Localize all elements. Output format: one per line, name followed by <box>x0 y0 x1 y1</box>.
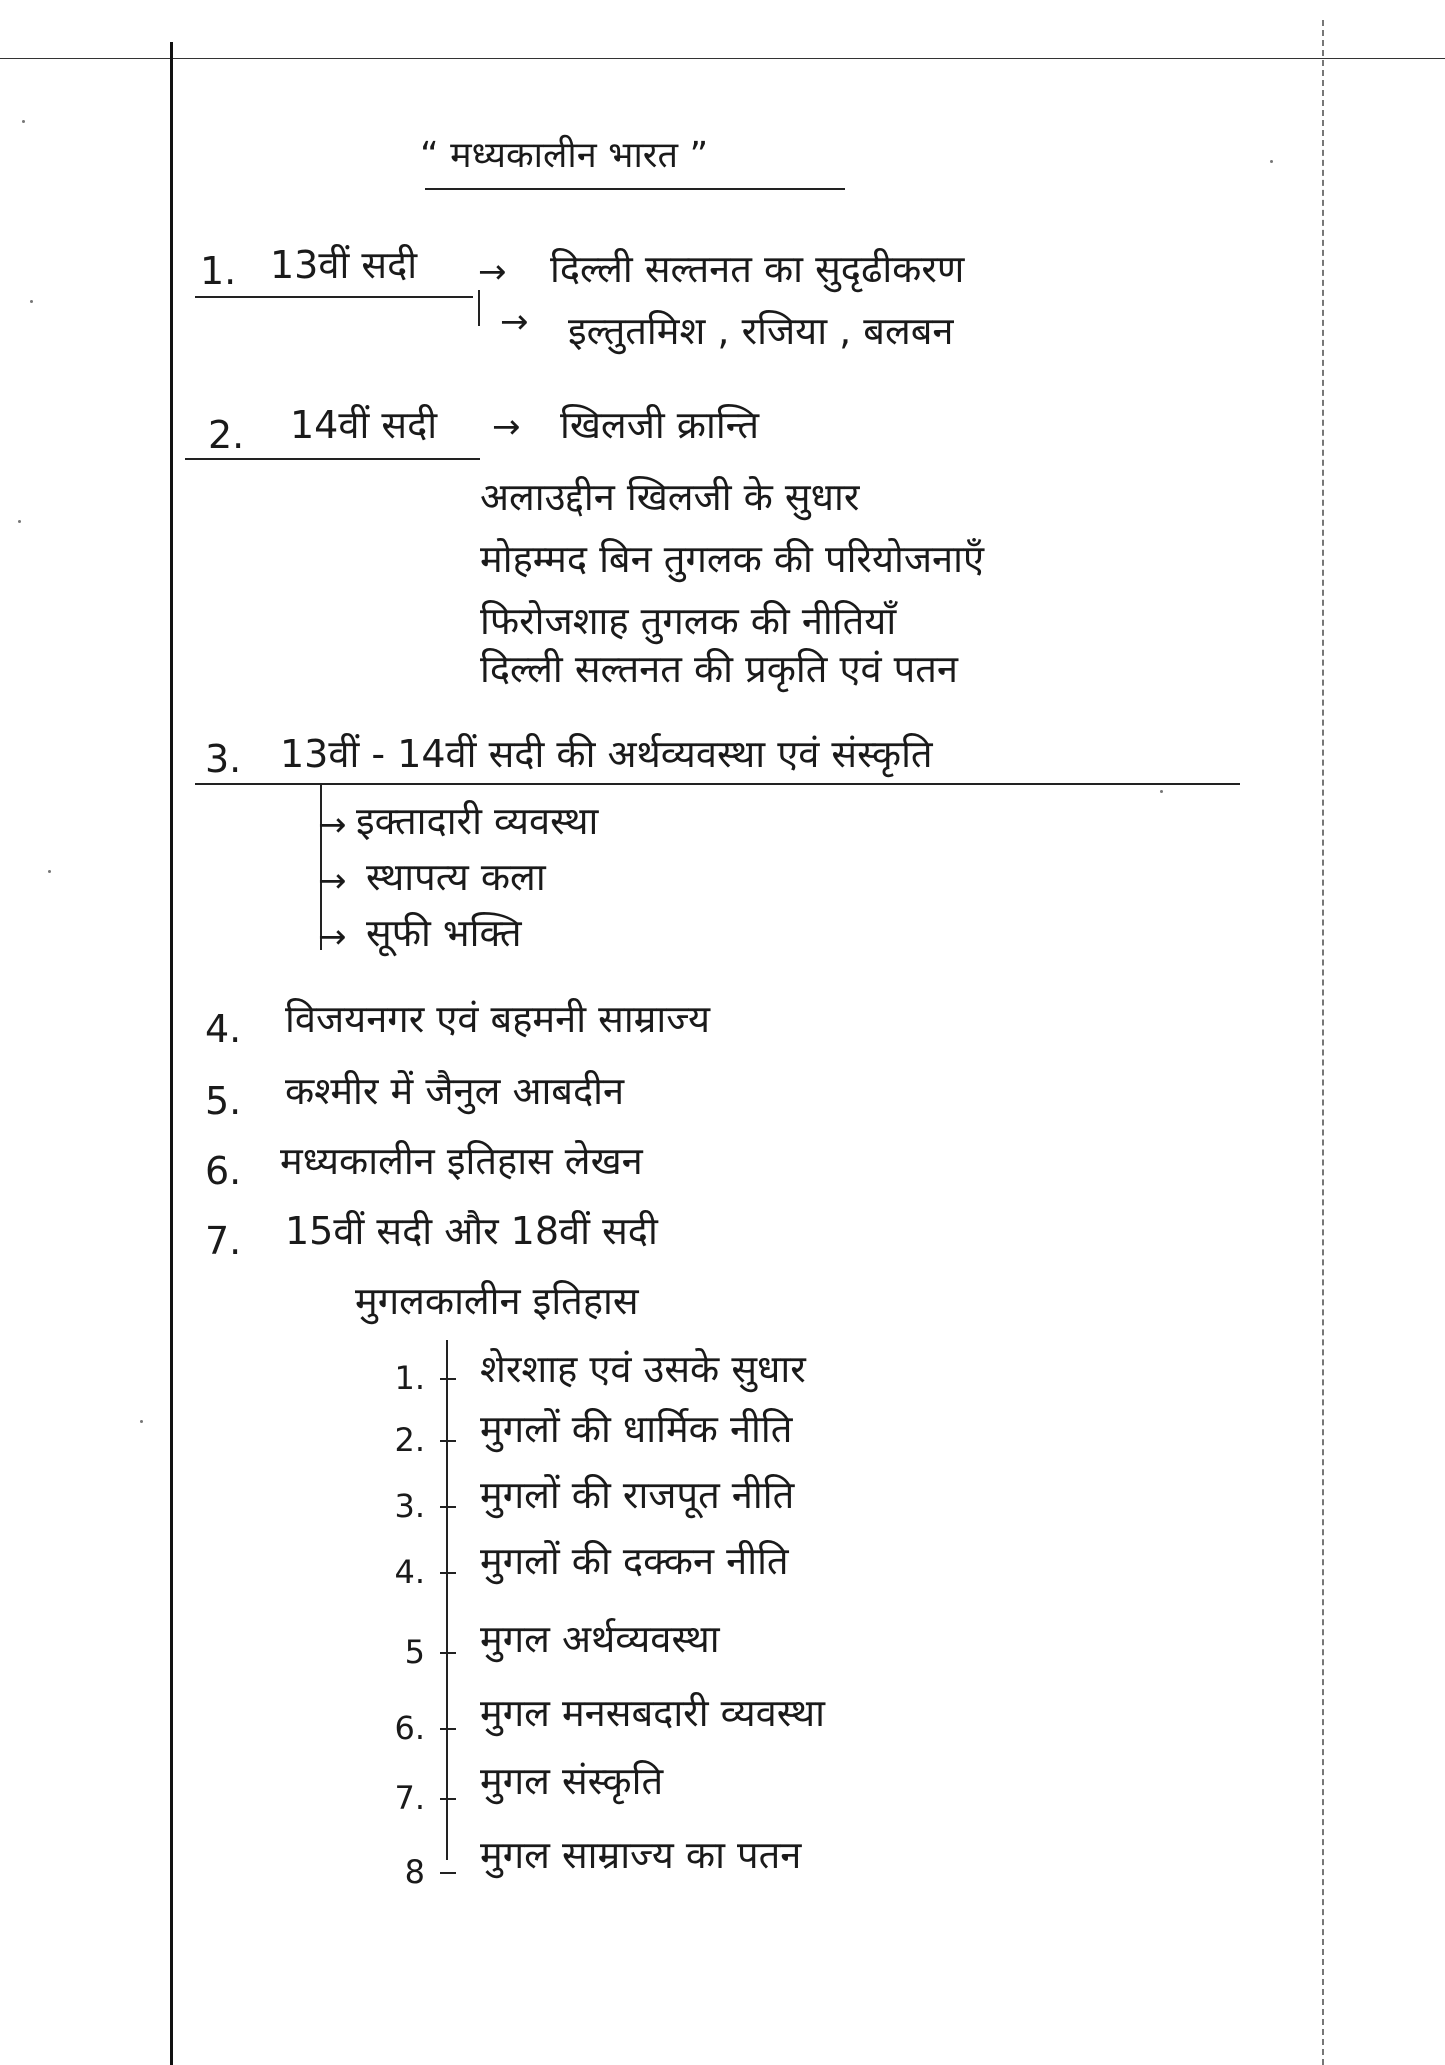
section-2-item: फिरोजशाह तुगलक की नीतियाँ <box>480 599 897 643</box>
section-3-arrow-item: सूफी भक्ति <box>366 911 522 955</box>
scan-speck <box>30 300 33 303</box>
list-number: 7. <box>394 1779 425 1817</box>
section-2-underline <box>185 458 480 460</box>
mughal-list-item: मुगल साम्राज्य का पतन <box>480 1833 802 1877</box>
mughal-list-item: मुगल संस्कृति <box>480 1759 664 1803</box>
branch-connector <box>478 290 480 326</box>
section-6-number: 6. <box>205 1149 242 1193</box>
section-7-number: 7. <box>205 1219 242 1263</box>
scan-speck <box>1270 160 1273 163</box>
list-number: 4. <box>394 1553 425 1591</box>
section-7-subheading: मुगलकालीन इतिहास <box>355 1279 639 1323</box>
section-2-item: अलाउद्दीन खिलजी के सुधार <box>480 475 860 519</box>
mughal-list-item: मुगलों की दक्कन नीति <box>480 1539 789 1583</box>
scan-speck <box>140 1420 143 1423</box>
arrow-icon: → <box>318 861 347 901</box>
title-underline <box>425 188 845 190</box>
mughal-list-item: मुगल अर्थव्यवस्था <box>480 1617 720 1661</box>
right-margin-line <box>1322 20 1324 2065</box>
mughal-list-item: शेरशाह एवं उसके सुधार <box>480 1347 806 1391</box>
left-margin-line <box>170 42 173 2065</box>
page-title: “ मध्यकालीन भारत ” <box>420 135 709 176</box>
list-tick <box>440 1378 456 1380</box>
mughal-list-item: मुगल मनसबदारी व्यवस्था <box>480 1691 825 1735</box>
section-6-heading: मध्यकालीन इतिहास लेखन <box>280 1139 643 1183</box>
section-4-heading: विजयनगर एवं बहमनी साम्राज्य <box>285 997 711 1041</box>
section-4-number: 4. <box>205 1007 242 1051</box>
list-tick <box>440 1506 456 1508</box>
section-2-item: दिल्ली सल्तनत की प्रकृति एवं पतन <box>480 647 959 691</box>
section-2-item: मोहम्मद बिन तुगलक की परियोजनाएँ <box>480 537 984 581</box>
section-7-heading: 15वीं सदी और 18वीं सदी <box>285 1209 658 1253</box>
section-3-arrow-item: इक्तादारी व्यवस्था <box>356 799 599 843</box>
list-tick <box>440 1872 456 1874</box>
arrow-icon: → <box>318 805 347 845</box>
list-number: 2. <box>394 1421 425 1459</box>
top-rule <box>0 58 1445 59</box>
list-number: 8 <box>404 1853 425 1891</box>
section-1-heading: 13वीं सदी <box>270 243 418 287</box>
list-number: 6. <box>394 1709 425 1747</box>
arrow-icon: → <box>492 407 521 447</box>
scan-speck <box>18 520 21 523</box>
section-3-heading: 13वीं - 14वीं सदी की अर्थव्यवस्था एवं संस्कृति <box>280 732 933 776</box>
list-connector <box>446 1340 448 1860</box>
scan-speck <box>1160 790 1163 793</box>
section-1-arrow-item: दिल्ली सल्तनत का सुदृढीकरण <box>550 247 965 291</box>
list-number: 1. <box>394 1359 425 1397</box>
list-tick <box>440 1798 456 1800</box>
section-1-arrow-item: इल्तुतमिश , रजिया , बलबन <box>568 309 954 353</box>
scan-speck <box>22 120 25 123</box>
section-2-heading: 14वीं सदी <box>290 403 438 447</box>
list-tick <box>440 1440 456 1442</box>
section-3-underline <box>195 783 1240 785</box>
list-tick <box>440 1652 456 1654</box>
section-3-arrow-item: स्थापत्य कला <box>366 855 546 899</box>
list-number: 3. <box>394 1487 425 1525</box>
section-5-number: 5. <box>205 1079 242 1123</box>
arrow-icon: → <box>478 252 507 292</box>
section-1-number: 1. <box>200 249 237 293</box>
mughal-list-item: मुगलों की धार्मिक नीति <box>480 1407 793 1451</box>
section-2-arrow-item: खिलजी क्रान्ति <box>560 403 760 447</box>
list-tick <box>440 1728 456 1730</box>
list-number: 5 <box>404 1633 425 1671</box>
list-tick <box>440 1572 456 1574</box>
arrow-icon: → <box>318 917 347 957</box>
section-1-underline <box>195 296 473 298</box>
section-5-heading: कश्मीर में जैनुल आबदीन <box>285 1069 625 1113</box>
scan-speck <box>48 870 51 873</box>
arrow-icon: → <box>500 302 529 342</box>
mughal-list-item: मुगलों की राजपूत नीति <box>480 1473 795 1517</box>
section-2-number: 2. <box>208 413 245 457</box>
section-3-number: 3. <box>205 737 242 781</box>
